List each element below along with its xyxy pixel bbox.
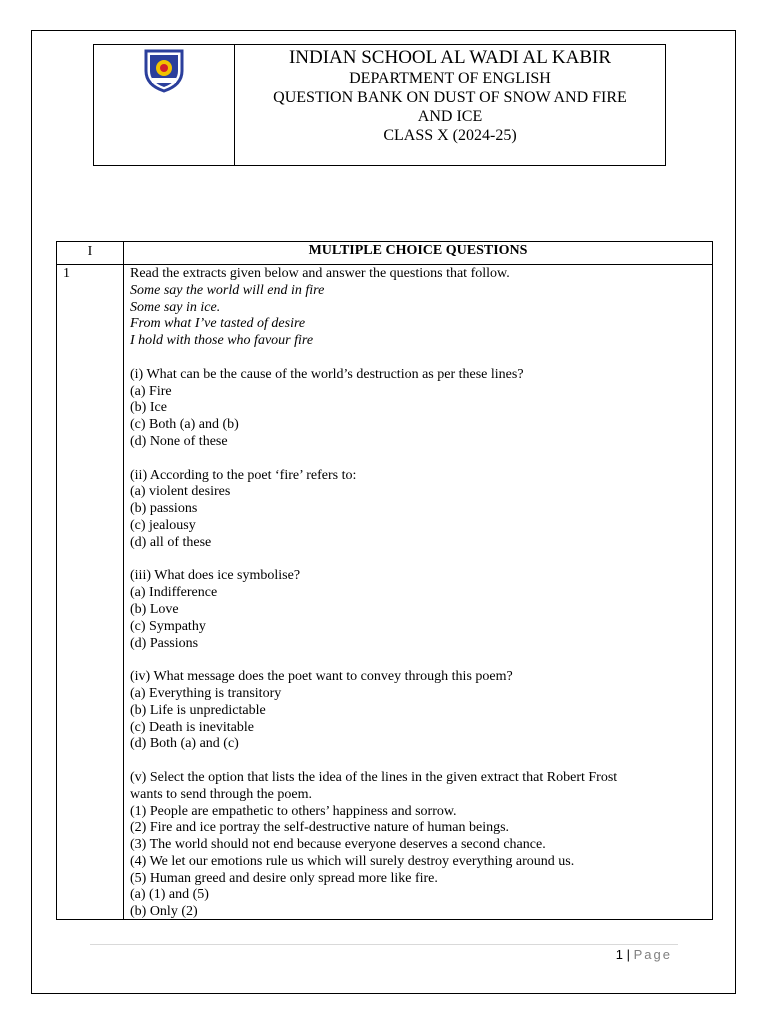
document-title-continued: AND ICE: [417, 108, 483, 125]
statement-text: (1) People are empathetic to others’ happiness and sorrow.: [130, 803, 457, 819]
section-number: I: [57, 242, 124, 264]
option-text: (d) all of these: [130, 534, 212, 550]
mcq-table: [56, 241, 713, 920]
spacer: [130, 652, 706, 669]
option-text: (b) Love: [130, 601, 179, 617]
department-name: DEPARTMENT OF ENGLISH: [349, 70, 551, 87]
spacer: [130, 753, 706, 770]
option-text: (b) passions: [130, 501, 198, 517]
option-text: (d) Both (a) and (c): [130, 736, 239, 752]
page-footer: [616, 947, 672, 962]
statement-text: (5) Human greed and desire only spread more like fire.: [130, 870, 438, 886]
document-title: QUESTION BANK ON DUST OF SNOW AND FIRE: [273, 89, 627, 106]
option-text: (a) (1) and (5): [130, 887, 209, 903]
question-content: [124, 265, 712, 920]
footer-divider: [90, 944, 678, 945]
option-text: (c) Both (a) and (b): [130, 417, 239, 433]
spacer: [130, 552, 706, 569]
question-text-continued: wants to send through the poem.: [130, 786, 312, 802]
page-number: 1: [615, 947, 623, 962]
document-header: [93, 44, 666, 166]
option-text: (a) Indifference: [130, 585, 218, 601]
extract-line: Some say in ice.: [130, 299, 221, 315]
option-text: (a) Everything is transitory: [130, 685, 282, 701]
spacer: [130, 451, 706, 468]
school-name: INDIAN SCHOOL AL WADI AL KABIR: [288, 47, 612, 68]
option-text: (d) None of these: [130, 433, 228, 449]
table-row: [57, 265, 712, 920]
question-text: (v) Select the option that lists the idea of the lines in the given extract that Robert Frost: [130, 769, 618, 785]
statement-text: (3) The world should not end because everyone deserves a second chance.: [130, 837, 546, 853]
option-text: (b) Ice: [130, 400, 167, 416]
header-title-block: [235, 45, 665, 165]
page-label: Page: [633, 947, 672, 962]
extract-line: Some say the world will end in fire: [130, 282, 325, 298]
question-text: (i) What can be the cause of the world’s destruction as per these lines?: [130, 366, 524, 382]
footer-separator: |: [626, 947, 630, 962]
option-text: (c) jealousy: [130, 517, 196, 533]
option-text: (b) Only (2): [130, 904, 198, 920]
option-text: (a) Fire: [130, 383, 172, 399]
statement-text: (4) We let our emotions rule us which will surely destroy everything around us.: [130, 853, 575, 869]
instruction-text: Read the extracts given below and answer the questions that follow.: [130, 266, 510, 281]
option-text: (b) Life is unpredictable: [130, 702, 266, 718]
class-line: CLASS X (2024-25): [383, 127, 517, 144]
question-number: 1: [57, 265, 124, 920]
option-text: (d) Passions: [130, 635, 199, 651]
extract-line: From what I’ve tasted of desire: [130, 316, 306, 332]
table-header-row: [57, 242, 712, 265]
spacer: [130, 350, 706, 367]
section-title: MULTIPLE CHOICE QUESTIONS: [308, 243, 528, 258]
question-text: (iii) What does ice symbolise?: [130, 568, 301, 584]
extract-line: I hold with those who favour fire: [130, 333, 314, 349]
logo-cell: [94, 45, 235, 165]
option-text: (a) violent desires: [130, 484, 231, 500]
question-text: (ii) According to the poet ‘fire’ refers to:: [130, 467, 357, 483]
statement-text: (2) Fire and ice portray the self-destructive nature of human beings.: [130, 820, 510, 836]
option-text: (c) Death is inevitable: [130, 719, 255, 735]
option-text: (c) Sympathy: [130, 618, 206, 634]
question-text: (iv) What message does the poet want to convey through this poem?: [130, 669, 513, 685]
school-crest-icon: [142, 47, 186, 93]
